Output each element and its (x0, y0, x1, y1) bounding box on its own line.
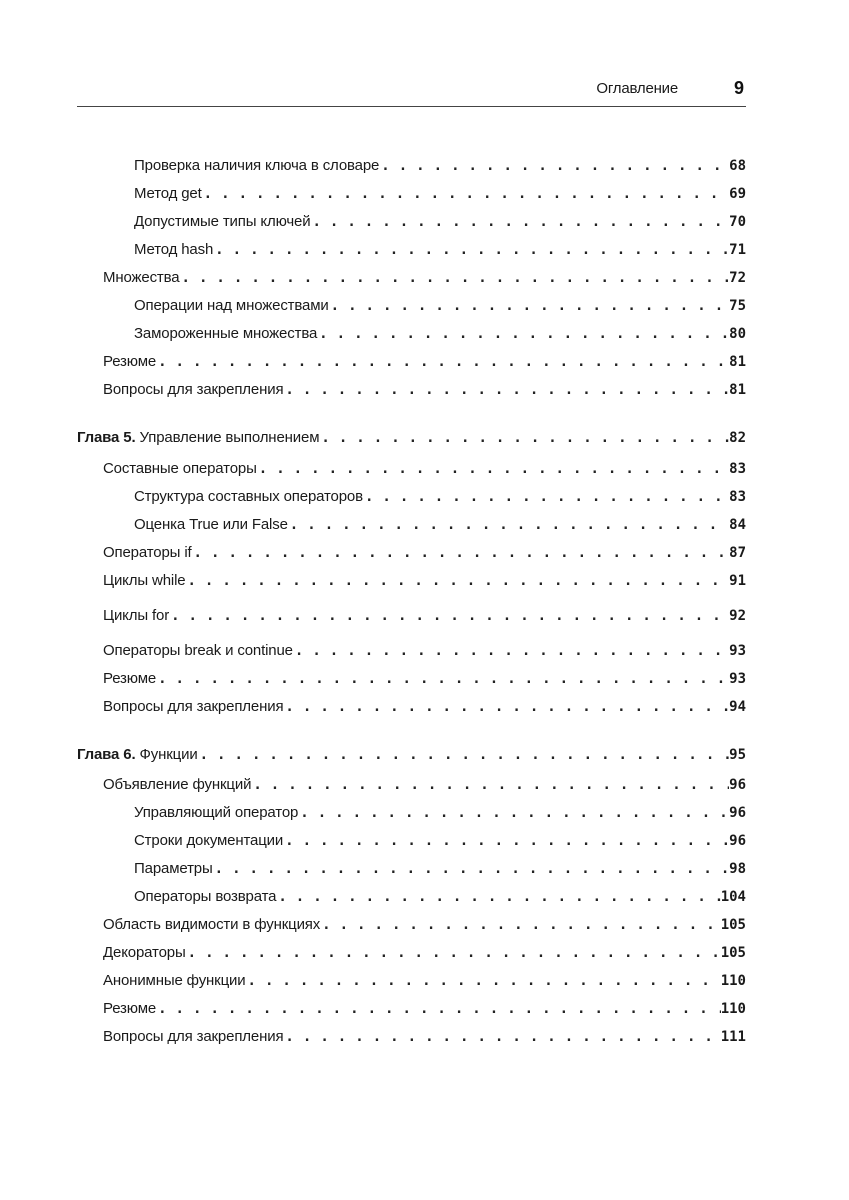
entry-page: 92 (729, 608, 746, 624)
dot-leader (169, 608, 729, 624)
entry-page: 111 (720, 1029, 746, 1045)
dot-leader (185, 573, 729, 589)
entry-page: 104 (720, 889, 746, 905)
entry-title: Управляющий оператор (134, 804, 299, 821)
entry-title: Вопросы для закрепления (103, 1028, 284, 1045)
toc-entry[interactable] (134, 483, 746, 505)
dot-leader (213, 242, 729, 258)
entry-title: Резюме (103, 353, 157, 370)
entry-title: Резюме (103, 670, 157, 687)
chapter-number: Глава 6. (77, 746, 136, 763)
entry-title: Множества (103, 269, 180, 286)
toc-chapter-entry[interactable] (77, 741, 746, 763)
entry-page: 83 (729, 489, 746, 505)
entry-page: 80 (729, 326, 746, 342)
toc-entry[interactable] (134, 236, 746, 258)
toc-entry[interactable] (134, 208, 746, 230)
dot-leader (298, 805, 729, 821)
entry-title: Строки документации (134, 832, 284, 849)
entry-page: 69 (729, 186, 746, 202)
entry-page: 93 (729, 643, 746, 659)
toc-entry[interactable] (134, 152, 746, 174)
toc-entry[interactable] (134, 799, 746, 821)
header-divider (77, 106, 746, 107)
entry-page: 87 (729, 545, 746, 561)
entry-page: 68 (729, 158, 746, 174)
dot-leader (320, 917, 721, 933)
running-header (77, 78, 746, 104)
entry-page: 93 (729, 671, 746, 687)
entry-page: 105 (720, 917, 746, 933)
toc-entry[interactable] (103, 967, 746, 989)
toc-entry[interactable] (103, 693, 746, 715)
entry-title: Анонимные функции (103, 972, 246, 989)
entry-title: Циклы while (103, 572, 186, 589)
dot-leader (283, 1029, 720, 1045)
toc-entry[interactable] (103, 665, 746, 687)
dot-leader (283, 833, 729, 849)
toc-entry[interactable] (103, 1023, 746, 1045)
entry-title: Операторы возврата (134, 888, 277, 905)
dot-leader (317, 326, 729, 342)
entry-title: Метод hash (134, 241, 214, 258)
dot-leader (288, 517, 729, 533)
dot-leader (319, 430, 729, 446)
entry-page: 110 (720, 973, 746, 989)
toc-entry[interactable] (134, 827, 746, 849)
toc-entry[interactable] (103, 539, 746, 561)
toc-entry[interactable] (134, 855, 746, 877)
entry-page: 83 (729, 461, 746, 477)
entry-page: 95 (729, 747, 746, 763)
entry-page: 71 (729, 242, 746, 258)
dot-leader (156, 1001, 721, 1017)
entry-title: Объявление функций (103, 776, 252, 793)
chapter-number: Глава 5. (77, 429, 136, 446)
entry-title: Циклы for (103, 607, 170, 624)
toc-entry[interactable] (103, 567, 746, 589)
toc-entry[interactable] (103, 911, 746, 933)
entry-title: Оценка True или False (134, 516, 288, 533)
entry-title: Параметры (134, 860, 213, 877)
entry-page: 94 (729, 699, 746, 715)
dot-leader (192, 545, 730, 561)
entry-title: Вопросы для закрепления (103, 381, 284, 398)
toc-entry[interactable] (103, 939, 746, 961)
entry-title: Структура составных операторов (134, 488, 363, 505)
toc-entry[interactable] (134, 883, 746, 905)
toc-entry[interactable] (103, 455, 746, 477)
entry-title: Допустимые типы ключей (134, 213, 311, 230)
entry-title: Операции над множествами (134, 297, 329, 314)
entry-page: 96 (729, 805, 746, 821)
entry-page: 105 (720, 945, 746, 961)
page-number: 9 (733, 78, 744, 98)
toc-entry[interactable] (103, 264, 746, 286)
entry-page: 96 (729, 833, 746, 849)
entry-page: 91 (729, 573, 746, 589)
entry-title: Управление выполнением (139, 429, 320, 446)
entry-title: Составные операторы (103, 460, 257, 477)
entry-title: Вопросы для закрепления (103, 698, 284, 715)
header-title: Оглавление (596, 80, 678, 97)
entry-title: Операторы if (103, 544, 192, 561)
toc-entry[interactable] (134, 180, 746, 202)
dot-leader (293, 643, 729, 659)
entry-page: 82 (729, 430, 746, 446)
entry-page: 81 (729, 382, 746, 398)
dot-leader (180, 270, 730, 286)
toc-entry[interactable] (103, 771, 746, 793)
entry-title: Операторы break и continue (103, 642, 293, 659)
dot-leader (156, 671, 729, 687)
entry-title: Метод get (134, 185, 202, 202)
entry-title: Функции (139, 746, 198, 763)
dot-leader (276, 889, 720, 905)
toc-entry[interactable] (134, 320, 746, 342)
toc-entry[interactable] (103, 637, 746, 659)
entry-title: Проверка наличия ключа в словаре (134, 157, 380, 174)
entry-page: 96 (729, 777, 746, 793)
toc-chapter-entry[interactable] (77, 424, 746, 446)
toc-entry[interactable] (103, 995, 746, 1017)
toc-entry[interactable] (103, 376, 746, 398)
dot-leader (213, 861, 730, 877)
toc-entry[interactable] (134, 511, 746, 533)
entry-page: 84 (729, 517, 746, 533)
dot-leader (186, 945, 721, 961)
entry-page: 72 (729, 270, 746, 286)
dot-leader (198, 747, 730, 763)
dot-leader (310, 214, 729, 230)
dot-leader (156, 354, 729, 370)
dot-leader (363, 489, 729, 505)
entry-page: 75 (729, 298, 746, 314)
dot-leader (329, 298, 730, 314)
toc-entry[interactable] (103, 602, 746, 624)
toc-entry[interactable] (134, 292, 746, 314)
entry-title: Область видимости в функциях (103, 916, 321, 933)
entry-title: Декораторы (103, 944, 186, 961)
entry-page: 110 (720, 1001, 746, 1017)
dot-leader (257, 461, 729, 477)
entry-page: 81 (729, 354, 746, 370)
entry-title: Резюме (103, 1000, 157, 1017)
entry-page: 98 (729, 861, 746, 877)
dot-leader (379, 158, 729, 174)
dot-leader (251, 777, 729, 793)
entry-title: Замороженные множества (134, 325, 318, 342)
entry-page: 70 (729, 214, 746, 230)
dot-leader (283, 382, 729, 398)
dot-leader (283, 699, 729, 715)
dot-leader (202, 186, 729, 202)
dot-leader (246, 973, 721, 989)
toc-entry[interactable] (103, 348, 746, 370)
